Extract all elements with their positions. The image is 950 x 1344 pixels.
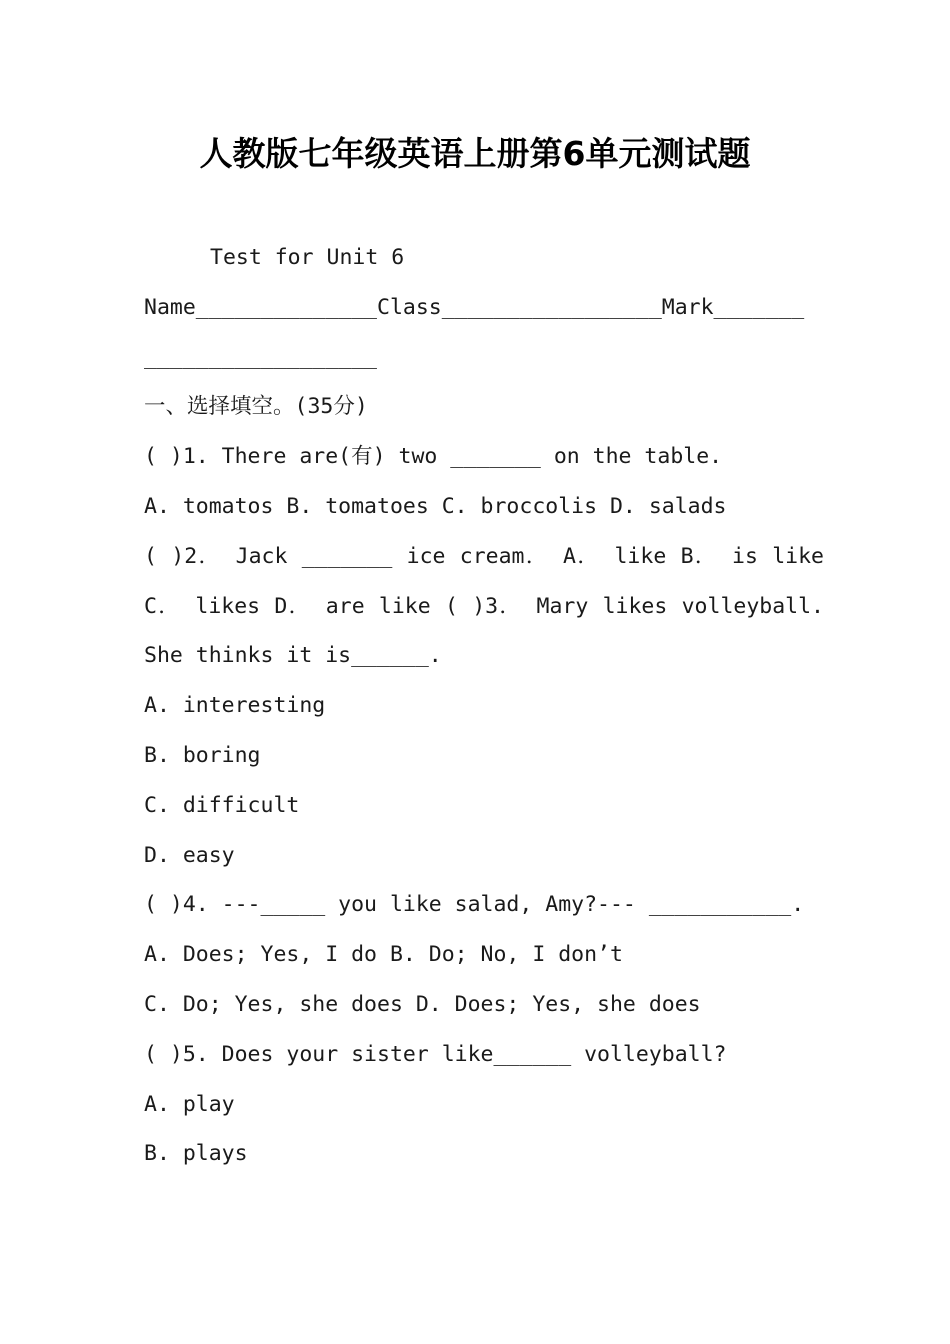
section-heading: 一、选择填空。(35分) <box>144 394 368 420</box>
question-5-option-b: B. plays <box>144 1141 248 1167</box>
question-3-option-a: A. interesting <box>144 693 326 719</box>
question-4: ( )4. ---_____ you like salad, Amy?--- ___________. <box>144 892 805 918</box>
unit-heading: Test for Unit 6 <box>210 245 405 270</box>
question-4-options-cd: C. Do; Yes, she does D. Does; Yes, she does <box>144 991 701 1017</box>
question-1-options: A. tomatos B. tomatoes C. broccolis D. salads <box>144 493 727 519</box>
blank-underline: __________________ <box>144 344 377 370</box>
question-3-option-c: C. difficult <box>144 792 300 818</box>
document-title: 人教版七年级英语上册第6单元测试题 <box>199 134 751 173</box>
question-3-continued: She thinks it is______. <box>144 643 442 669</box>
question-3-option-d: D. easy <box>144 842 235 868</box>
document-body <box>144 238 824 1184</box>
question-5-option-a: A. play <box>144 1091 235 1117</box>
question-3-option-b: B. boring <box>144 742 261 768</box>
question-2-options-question-3: C． likes D． are like ( )3． Mary likes volleyball. <box>144 593 824 619</box>
question-1: ( )1. There are(有) two _______ on the table. <box>144 444 723 470</box>
name-class-mark-line: Name______________Class_________________Mark_______ <box>144 294 805 320</box>
question-4-options-ab: A. Does; Yes, I do B. Do; No, I don’t <box>144 942 623 968</box>
question-5: ( )5. Does your sister like______ volleyball? <box>144 1041 727 1067</box>
question-2: ( )2． Jack _______ ice cream． A． like B． is like <box>144 543 824 569</box>
